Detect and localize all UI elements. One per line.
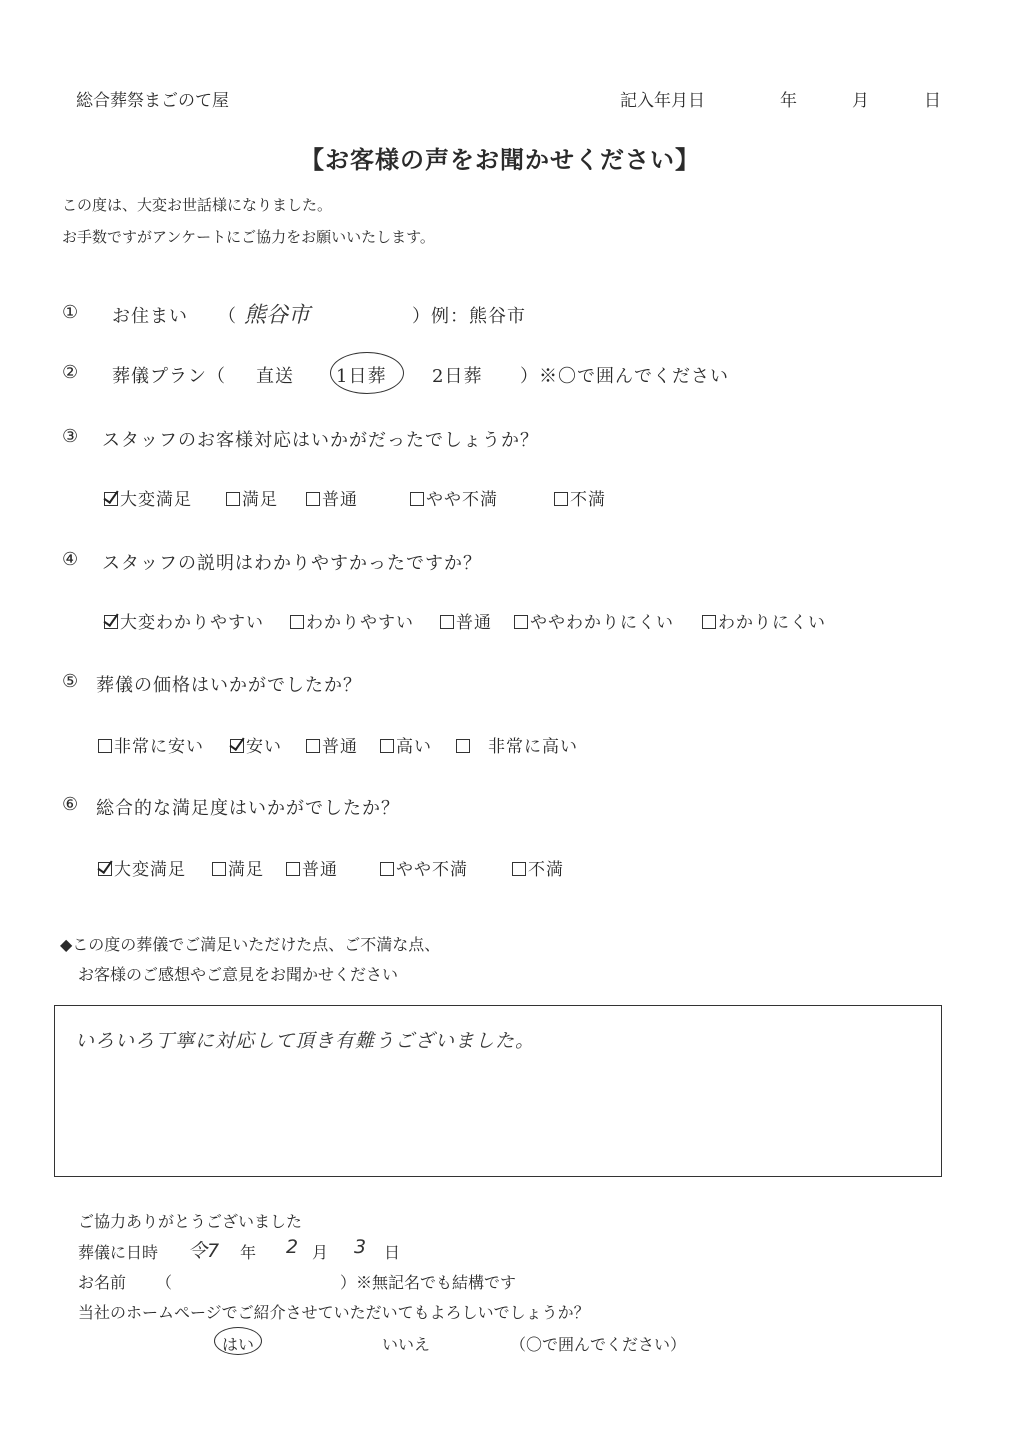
circle-note: （〇で囲んでください） xyxy=(510,1335,687,1354)
checkbox-checked-icon[interactable] xyxy=(104,492,118,506)
q3-number: ③ xyxy=(62,426,79,447)
thanks-text: ご協力ありがとうございました xyxy=(78,1212,303,1231)
checkbox-icon[interactable] xyxy=(514,615,528,629)
q6-option-somewhat-dissatisfied[interactable]: やや不満 xyxy=(380,855,468,880)
q3-option-satisfied[interactable]: 満足 xyxy=(226,485,278,510)
q6-number: ⑥ xyxy=(62,794,79,815)
checkbox-icon[interactable] xyxy=(512,862,526,876)
comments-prompt-1: ◆この度の葬儀でご満足いただけた点、ご不満な点、 xyxy=(60,935,441,954)
q2-option-1day[interactable]: 1日葬 xyxy=(336,366,387,387)
q4-number: ④ xyxy=(62,549,79,570)
checkbox-icon[interactable] xyxy=(702,615,716,629)
checkbox-icon[interactable] xyxy=(306,492,320,506)
name-field[interactable] xyxy=(176,1266,336,1290)
q1-label: お住まい xyxy=(112,306,188,327)
funeral-month-value[interactable]: 2 xyxy=(286,1236,299,1258)
q2-option-2day[interactable]: 2日葬 xyxy=(432,366,483,387)
q6-option-dissatisfied[interactable]: 不満 xyxy=(512,855,564,880)
q2-option-direct[interactable]: 直送 xyxy=(256,366,294,387)
funeral-date-era[interactable]: 令7 xyxy=(188,1240,220,1262)
company-name: 総合葬祭まごのて屋 xyxy=(76,91,229,111)
q1-open-paren: （ xyxy=(218,306,237,327)
q6-label: 総合的な満足度はいかがでしたか？ xyxy=(96,798,400,819)
day-label: 日 xyxy=(924,91,941,111)
q3-option-normal[interactable]: 普通 xyxy=(306,485,358,510)
survey-title: 【お客様の声をお聞かせください】 xyxy=(300,145,700,174)
q2-label: 葬儀プラン（ xyxy=(112,366,226,387)
funeral-year-label: 年 xyxy=(240,1243,257,1262)
checkbox-icon[interactable] xyxy=(226,492,240,506)
checkbox-checked-icon[interactable] xyxy=(104,615,118,629)
q3-option-dissatisfied[interactable]: 不満 xyxy=(554,485,606,510)
q5-option-very-expensive[interactable]: 非常に高い xyxy=(456,732,578,757)
homepage-option-yes[interactable]: はい xyxy=(222,1335,255,1354)
checkbox-icon[interactable] xyxy=(290,615,304,629)
q5-option-very-cheap[interactable]: 非常に安い xyxy=(98,732,204,757)
funeral-date-label: 葬儀に日時 xyxy=(78,1243,159,1262)
comments-handwritten-text: いろいろ丁寧に対応して頂き有難うございました。 xyxy=(75,1030,536,1052)
checkbox-icon[interactable] xyxy=(98,739,112,753)
checkbox-icon[interactable] xyxy=(440,615,454,629)
name-close-note: ）※無記名でも結構です xyxy=(340,1273,517,1292)
checkbox-icon[interactable] xyxy=(554,492,568,506)
q2-number: ② xyxy=(62,362,79,383)
q1-close-example: ）例：熊谷市 xyxy=(412,306,526,327)
checkbox-icon[interactable] xyxy=(456,739,470,753)
checkbox-icon[interactable] xyxy=(410,492,424,506)
q6-option-satisfied[interactable]: 満足 xyxy=(212,855,264,880)
q5-label: 葬儀の価格はいかがでしたか？ xyxy=(96,675,362,696)
q4-label: スタッフの説明はわかりやすかったですか？ xyxy=(102,553,482,574)
checkbox-icon[interactable] xyxy=(286,862,300,876)
funeral-day-value[interactable]: 3 xyxy=(354,1236,367,1258)
checkbox-checked-icon[interactable] xyxy=(230,739,244,753)
comments-textarea[interactable] xyxy=(54,1005,942,1177)
comments-prompt-2: お客様のご感想やご意見をお聞かせください xyxy=(78,965,399,984)
q4-option-hard[interactable]: わかりにくい xyxy=(702,608,826,633)
q2-selection-circle xyxy=(330,352,404,394)
homepage-question: 当社のホームページでご紹介させていただいてもよろしいでしょうか？ xyxy=(78,1303,590,1322)
q6-option-very-satisfied[interactable]: 大変満足 xyxy=(98,855,186,880)
q4-option-somewhat-hard[interactable]: ややわかりにくい xyxy=(514,608,674,633)
q5-option-cheap[interactable]: 安い xyxy=(230,732,282,757)
q1-answer-handwritten[interactable]: 熊谷市 xyxy=(244,303,311,328)
q2-note: ）※〇で囲んでください xyxy=(520,366,729,387)
name-open-paren: （ xyxy=(156,1273,173,1292)
checkbox-icon[interactable] xyxy=(306,739,320,753)
checkbox-checked-icon[interactable] xyxy=(98,862,112,876)
checkbox-icon[interactable] xyxy=(380,862,394,876)
q5-option-expensive[interactable]: 高い xyxy=(380,732,432,757)
q3-option-very-satisfied[interactable]: 大変満足 xyxy=(104,485,192,510)
year-label: 年 xyxy=(780,91,797,111)
q3-label: スタッフのお客様対応はいかがだったでしょうか？ xyxy=(102,430,539,451)
checkbox-icon[interactable] xyxy=(380,739,394,753)
q5-number: ⑤ xyxy=(62,671,79,692)
q4-option-easy[interactable]: わかりやすい xyxy=(290,608,414,633)
q4-option-very-easy[interactable]: 大変わかりやすい xyxy=(104,608,264,633)
funeral-day-label: 日 xyxy=(384,1243,401,1262)
intro-line-1: この度は、大変お世話様になりました。 xyxy=(62,196,333,214)
date-label: 記入年月日 xyxy=(620,91,705,111)
checkbox-icon[interactable] xyxy=(212,862,226,876)
funeral-month-label: 月 xyxy=(312,1243,329,1262)
homepage-option-no[interactable]: いいえ xyxy=(382,1335,431,1354)
month-label: 月 xyxy=(852,91,869,111)
q1-number: ① xyxy=(62,302,79,323)
yes-selection-circle xyxy=(214,1327,262,1355)
q3-option-somewhat-dissatisfied[interactable]: やや不満 xyxy=(410,485,498,510)
name-label: お名前 xyxy=(78,1273,127,1292)
q6-option-normal[interactable]: 普通 xyxy=(286,855,338,880)
intro-line-2: お手数ですがアンケートにご協力をお願いいたします。 xyxy=(62,228,435,246)
q4-option-normal[interactable]: 普通 xyxy=(440,608,492,633)
q5-option-normal[interactable]: 普通 xyxy=(306,732,358,757)
